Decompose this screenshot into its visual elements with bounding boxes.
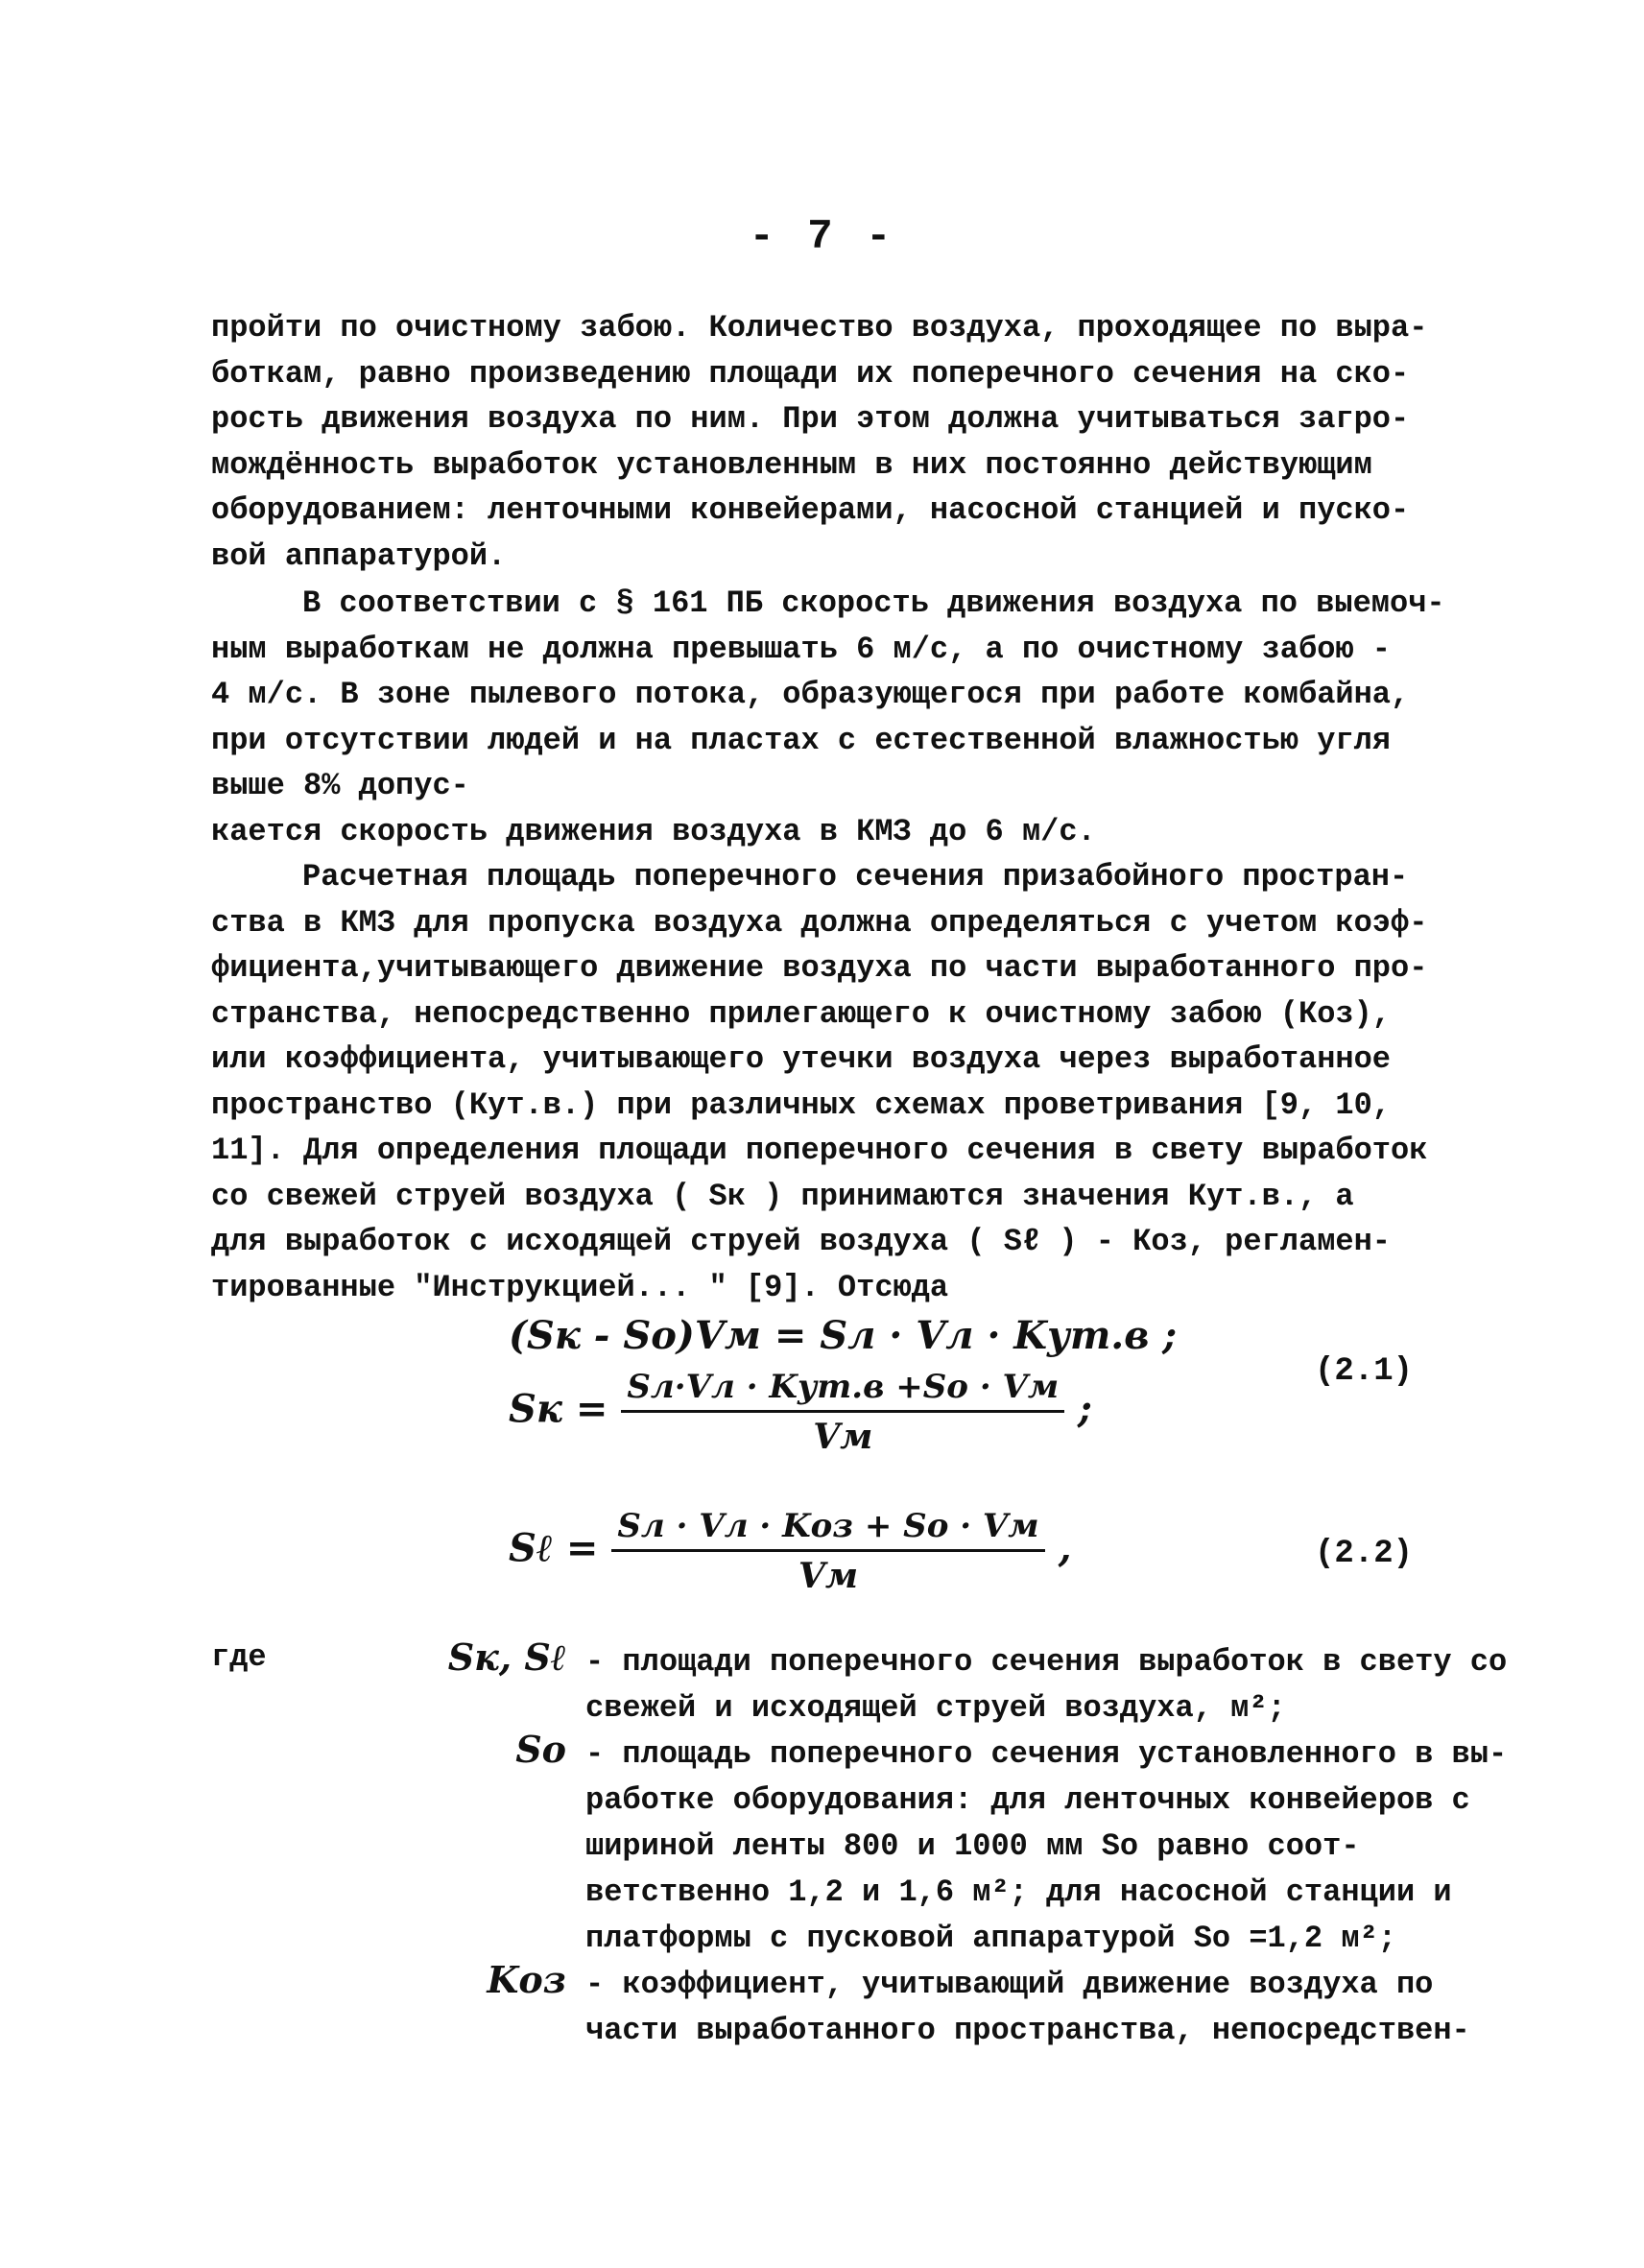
- formula-2-2-numerator: Sл · Vл · Kоз + So · Vм: [611, 1507, 1044, 1552]
- definition-line: свежей и исходящей струей воздуха, м²;: [585, 1690, 1286, 1726]
- formula-2-1-line-2: [509, 1368, 1092, 1457]
- definition-line: работке оборудования: для ленточных конвейеров с: [585, 1782, 1470, 1818]
- formula-2-2-denominator: Vм: [798, 1556, 859, 1596]
- text-line: кается скорость движения воздуха в КМЗ до 6 м/с.: [211, 813, 1096, 849]
- definition-line: - площадь поперечного сечения установленного в вы-: [585, 1736, 1508, 1772]
- definition-line: - площади поперечного сечения выработок в свету со: [585, 1644, 1508, 1680]
- definition-symbol: Kоз: [487, 1958, 566, 2001]
- definition-text: [585, 1962, 1644, 2054]
- text-line: оборудованием: ленточными конвейерами, насосной станцией и пуско-: [211, 492, 1410, 528]
- text-line: тированные "Инструкцией... " [9]. Отсюда: [211, 1269, 949, 1305]
- paragraph-1: [211, 305, 1459, 579]
- text-line: рость движения воздуха по ним. При этом должна учитываться загро-: [211, 401, 1410, 437]
- text-line: странства, непосредственно прилегающего к очистному забою (Коз),: [211, 995, 1391, 1032]
- split-line-right: допус-: [358, 768, 469, 803]
- page-number: - 7 -: [749, 213, 895, 261]
- text-line: ства в КМЗ для пропуска воздуха должна определяться с учетом коэф-: [211, 904, 1428, 941]
- definition-line: - коэффициент, учитывающий движение воздуха по: [585, 1967, 1434, 2002]
- text-line: для выработок с исходящей струей воздуха ( Sℓ ) - Коз, регламен-: [211, 1224, 1391, 1259]
- definition-line: шириной ленты 800 и 1000 мм So равно соот-: [585, 1828, 1360, 1864]
- definition-line: части выработанного пространства, непосредствен-: [585, 2013, 1470, 2048]
- formula-2-1-semicolon: ;: [1078, 1386, 1092, 1432]
- formula-2-2: [509, 1507, 1072, 1596]
- definition-symbol: Sк, Sℓ: [447, 1635, 566, 1679]
- split-line-left: выше 8%: [211, 768, 341, 803]
- formula-2-1-fraction: [621, 1368, 1064, 1457]
- equation-number-2-2: (2.2): [1315, 1536, 1414, 1572]
- text-line: пройти по очистному забою. Количество воздуха, проходящее по выра-: [211, 310, 1428, 346]
- paragraph-2: [211, 581, 1459, 854]
- where-label: где: [211, 1639, 267, 1675]
- definition-line: ветственно 1,2 и 1,6 м²; для насосной станции и: [585, 1874, 1452, 1910]
- text-line: 11]. Для определения площади поперечного сечения в свету выработок: [211, 1133, 1428, 1168]
- split-line: [211, 763, 1449, 809]
- text-line: мождённость выработок установленным в них постоянно действующим: [211, 446, 1372, 483]
- text-line: ным выработкам не должна превышать 6 м/с, а по очистному забою -: [211, 631, 1391, 667]
- text-line: со свежей струей воздуха ( Sк ) принимаются значения Кут.в., а: [211, 1178, 1354, 1214]
- text-line: фициента,учитывающего движение воздуха по части выработанного про-: [211, 950, 1428, 986]
- text-line: боткам, равно произведению площади их поперечного сечения на ско-: [211, 355, 1410, 392]
- text-line: или коэффициента, учитывающего утечки воздуха через выработанное: [211, 1041, 1391, 1077]
- formula-2-1-lhs: Sк =: [509, 1386, 608, 1432]
- text-line: В соответствии с § 161 ПБ скорость движения воздуха по выемоч-: [302, 585, 1445, 621]
- equation-number-2-1: (2.1): [1315, 1353, 1414, 1390]
- formula-2-2-fraction: [611, 1507, 1044, 1596]
- paragraph-3: [211, 854, 1459, 1310]
- text-line: пространство (Кут.в.) при различных схемах проветривания [9, 10,: [211, 1086, 1391, 1123]
- definition-line: платформы с пусковой аппаратурой So =1,2 м²;: [585, 1921, 1396, 1956]
- definition-text: [585, 1731, 1644, 1962]
- text-line: вой аппаратурой.: [211, 537, 507, 574]
- text-line: 4 м/с. В зоне пылевого потока, образующегося при работе комбайна,: [211, 677, 1410, 712]
- formula-2-2-lhs: Sℓ =: [509, 1525, 599, 1571]
- definition-text: [585, 1639, 1644, 1731]
- formula-2-1-line-1: (Sк - So)Vм = Sл · Vл · Kут.в ;: [509, 1313, 1178, 1358]
- formula-2-1-numerator: Sл·Vл · Kут.в +So · Vм: [621, 1368, 1064, 1413]
- formula-2-1-denominator: Vм: [813, 1417, 873, 1457]
- formula-2-2-comma: ,: [1058, 1525, 1072, 1571]
- text-line: при отсутствии людей и на пластах с естественной влажностью угля: [211, 722, 1391, 758]
- definition-symbol: So: [515, 1728, 566, 1771]
- text-line: Расчетная площадь поперечного сечения призабойного простран-: [302, 859, 1409, 895]
